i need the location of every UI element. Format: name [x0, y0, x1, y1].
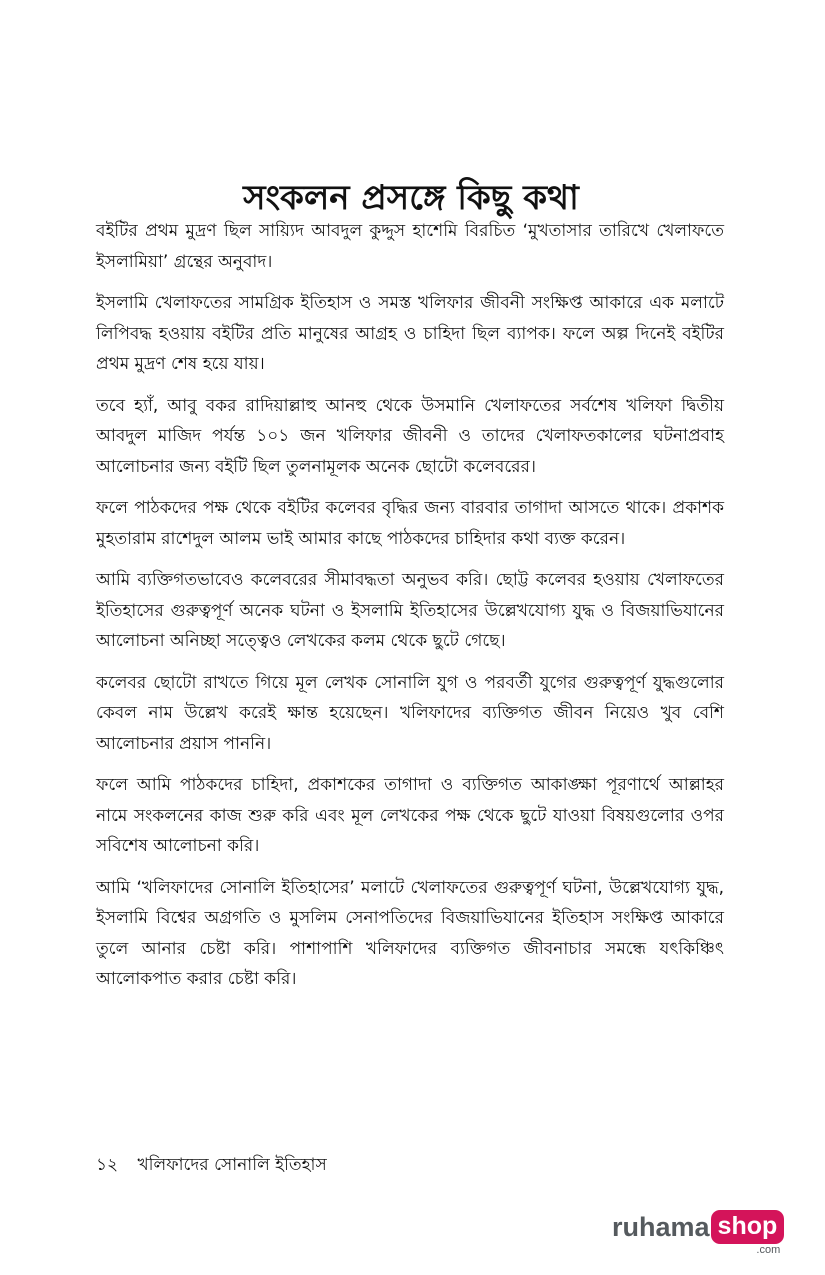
logo-shop-badge: shop [711, 1210, 785, 1244]
paragraph-5: আমি ব্যক্তিগতভাবেও কলেবরের সীমাবদ্ধতা অনুভব করি। ছোট্ট কলেবর হওয়ায় খেলাফতের ইতিহাসের গুরুত্বপূর্ণ অনেক ঘটনা ও ইসলামি ইতিহাসের উল্লেখযোগ্য যুদ্ধ ও বিজয়াভিযানের আলোচনা অনিচ্ছা সত্ত্বেও লেখকের কলম থেকে ছুটে গেছে। [96, 570, 724, 651]
page-number: ১২ [96, 1155, 119, 1175]
running-book-title: খলিফাদের সোনালি ইতিহাস [137, 1155, 327, 1175]
paragraph-4: ফলে পাঠকদের পক্ষ থেকে বইটির কলেবর বৃদ্ধির জন্য বারবার তাগাদা আসতে থাকে। প্রকাশক মুহতারাম রাশেদুল আলম ভাই আমার কাছে পাঠকদের চাহিদার কথা ব্যক্ত করেন। [96, 498, 724, 549]
paragraph-3: তবে হ্যাঁ, আবু বকর রাদিয়াল্লাহু আনহু থেকে উসমানি খেলাফতের সর্বশেষ খলিফা দ্বিতীয় আবদুল মাজিদ পর্যন্ত ১০১ জন খলিফার জীবনী ও তাদের খেলাফতকালের ঘটনাপ্রবাহ আলোচনার জন্য বইটি ছিল তুলনামূলক অনেক ছোটো কলেবরের। [96, 395, 724, 477]
ruhamashop-logo [612, 1210, 784, 1256]
body-text [96, 216, 724, 1006]
logo-suffix: .com [756, 1244, 781, 1256]
paragraph-7: ফলে আমি পাঠকদের চাহিদা, প্রকাশকের তাগাদা ও ব্যক্তিগত আকাঙ্ক্ষা পূরণার্থে আল্লাহর নামে সংকলনের কাজ শুরু করি এবং মূল লেখকের পক্ষ থেকে ছুটে যাওয়া বিষয়গুলোর ওপর সবিশেষ আলোচনা করি। [96, 775, 724, 856]
paragraph-8: আমি ‘খলিফাদের সোনালি ইতিহাসের’ মলাটে খেলাফতের গুরুত্বপূর্ণ ঘটনা, উল্লেখযোগ্য যুদ্ধ, ইসলামি বিশ্বের অগ্রগতি ও মুসলিম সেনাপতিদের বিজয়াভিযানের ইতিহাস সংক্ষিপ্ত আকারে তুলে আনার চেষ্টা করি। পাশাপাশি খলিফাদের ব্যক্তিগত জীবনাচার সমন্ধে যৎকিঞ্চিৎ আলোকপাত করার চেষ্টা করি। [96, 877, 724, 989]
paragraph-1: বইটির প্রথম মুদ্রণ ছিল সায়্যিদ আবদুল কুদ্দুস হাশেমি বিরচিত ‘মুখতাসার তারিখে খেলাফতে ইসলামিয়া’ গ্রন্থের অনুবাদ। [96, 221, 724, 272]
page-footer [96, 1152, 327, 1178]
logo-word: ruhama [612, 1212, 710, 1242]
page-title: সংকলন প্রসঙ্গে কিছু কথা [243, 177, 579, 218]
paragraph-2: ইসলামি খেলাফতের সামগ্রিক ইতিহাস ও সমস্ত খলিফার জীবনী সংক্ষিপ্ত আকারে এক মলাটে লিপিবদ্ধ হওয়ায় বইটির প্রতি মানুষের আগ্রহ ও চাহিদা ছিল ব্যাপক। ফলে অল্প দিনেই বইটির প্রথম মুদ্রণ শেষ হয়ে যায়। [96, 293, 724, 374]
paragraph-6: কলেবর ছোটো রাখতে গিয়ে মূল লেখক সোনালি যুগ ও পরবর্তী যুগের গুরুত্বপূর্ণ যুদ্ধগুলোর কেবল নাম উল্লেখ করেই ক্ষান্ত হয়েছেন। খলিফাদের ব্যক্তিগত জীবন নিয়েও খুব বেশি আলোচনার প্রয়াস পাননি। [96, 672, 724, 754]
